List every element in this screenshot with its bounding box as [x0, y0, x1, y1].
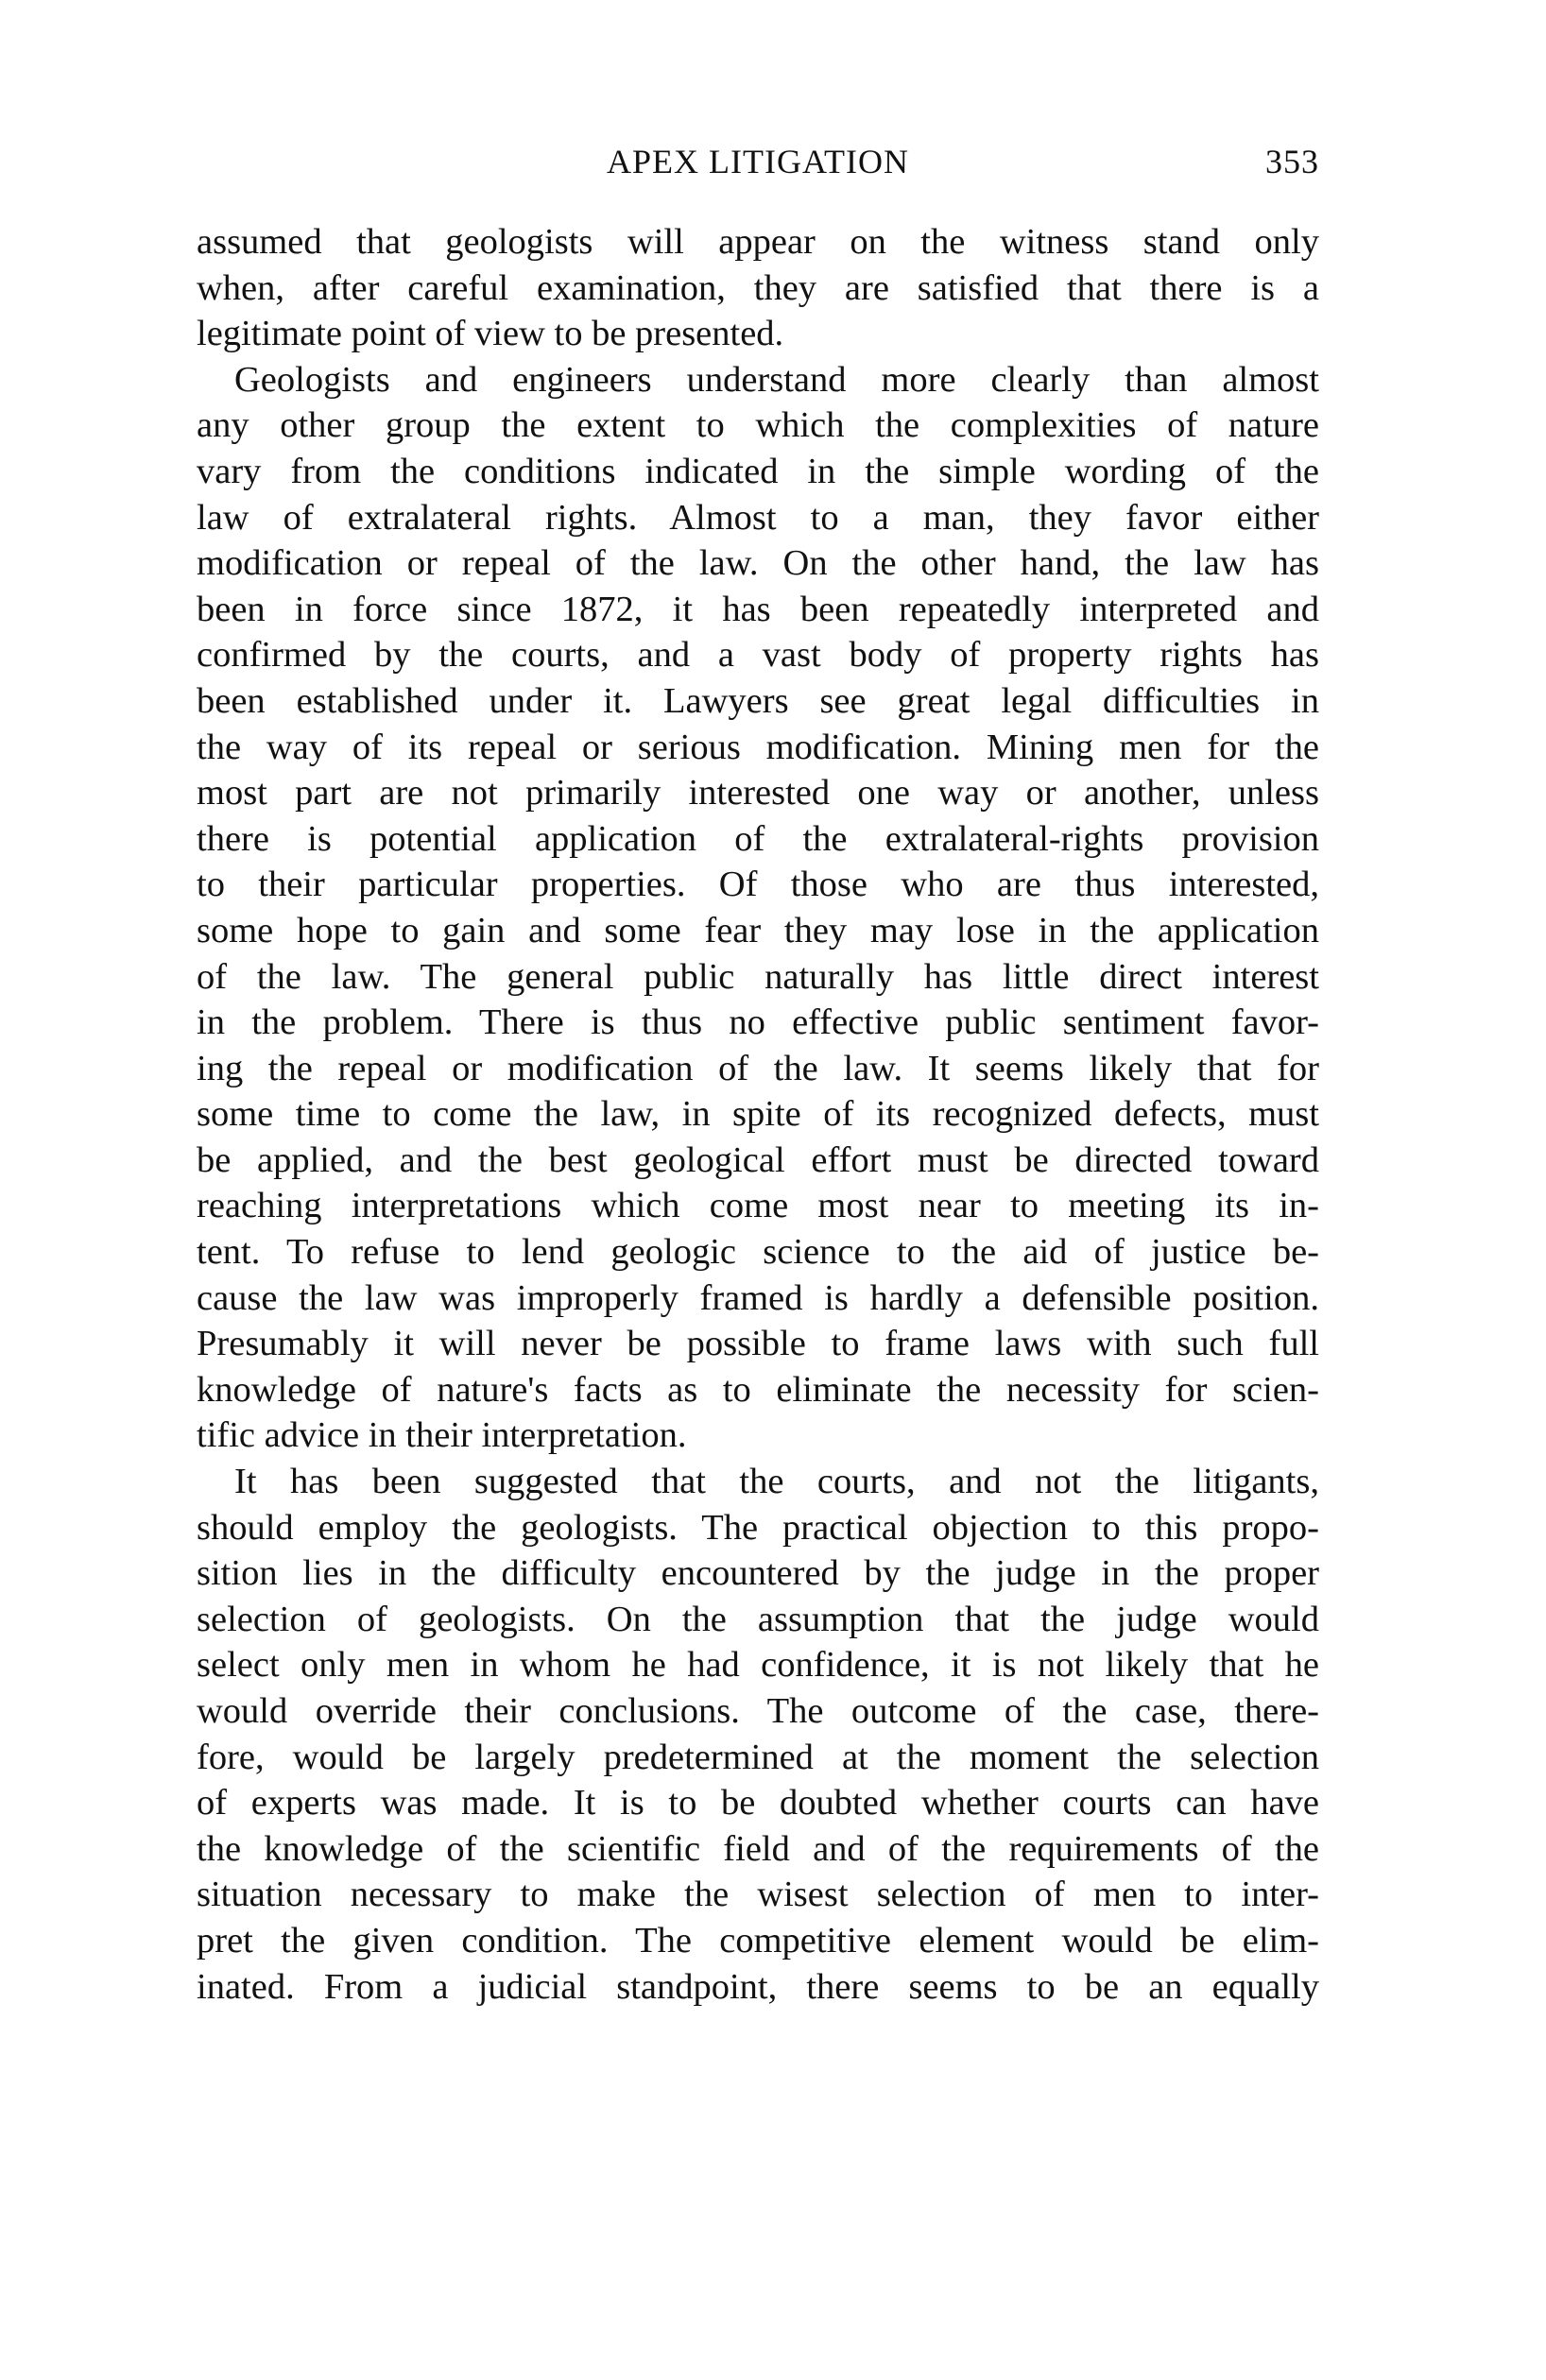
text-line: assumed that geologists will appear on the witness stand only [197, 222, 1319, 262]
text-line: in the problem. There is thus no effective public sentiment favor- [197, 1002, 1319, 1043]
text-line: select only men in whom he had confidence, it is not likely that he [197, 1645, 1319, 1686]
text-line: any other group the extent to which the complexities of nature [197, 405, 1319, 446]
text-line: cause the law was improperly framed is hardly a defensible position. [197, 1277, 1319, 1318]
text-line: confirmed by the courts, and a vast body of property rights has [197, 635, 1319, 676]
paragraph-start-line: Geologists and engineers understand more clearly than almost [234, 359, 1319, 400]
text-line: been in force since 1872, it has been repeatedly interpreted and [197, 589, 1319, 629]
text-line: modification or repeal of the law. On the other hand, the law has [197, 543, 1319, 584]
text-line: tent. To refuse to lend geologic science to the aid of justice be- [197, 1232, 1319, 1273]
running-title: APEX LITIGATION [607, 143, 909, 180]
body-text [197, 219, 1319, 2010]
text-line: situation necessary to make the wisest selection of men to inter- [197, 1875, 1319, 1915]
text-line: been established under it. Lawyers see great legal difficulties in [197, 680, 1319, 721]
text-line: sition lies in the difficulty encountered by the judge in the proper [197, 1553, 1319, 1594]
text-line: vary from the conditions indicated in the simple wording of the [197, 451, 1319, 491]
text-line: the way of its repeal or serious modification. Mining men for the [197, 727, 1319, 767]
text-line: should employ the geologists. The practical objection to this propo- [197, 1507, 1319, 1548]
text-line: Presumably it will never be possible to frame laws with such full [197, 1324, 1319, 1364]
text-line: reaching interpretations which come most near to meeting its in- [197, 1186, 1319, 1226]
text-line: selection of geologists. On the assumption that the judge would [197, 1599, 1319, 1639]
text-line: law of extralateral rights. Almost to a man, they favor either [197, 497, 1319, 538]
text-line: some time to come the law, in spite of its recognized defects, must [197, 1094, 1319, 1135]
text-line: fore, would be largely predetermined at the moment the selection [197, 1737, 1319, 1777]
text-line: to their particular properties. Of those who are thus interested, [197, 865, 1319, 905]
text-line: of experts was made. It is to be doubted whether courts can have [197, 1783, 1319, 1824]
text-line: inated. From a judicial standpoint, there seems to be an equally [197, 1966, 1319, 2007]
page-number: 353 [1265, 143, 1319, 180]
text-line: when, after careful examination, they are satisfied that there is a [197, 267, 1319, 308]
text-line: would override their conclusions. The outcome of the case, there- [197, 1691, 1319, 1731]
text-line: the knowledge of the scientific field and of the requirements of the [197, 1828, 1319, 1869]
text-line: ing the repeal or modification of the law. It seems likely that for [197, 1048, 1319, 1088]
text-line: pret the given condition. The competitive element would be elim- [197, 1920, 1319, 1961]
running-head [197, 142, 1319, 189]
text-line: of the law. The general public naturally has little direct interest [197, 956, 1319, 997]
text-line: be applied, and the best geological effort must be directed toward [197, 1139, 1319, 1180]
text-line: tific advice in their interpretation. [197, 1415, 687, 1456]
text-line: there is potential application of the extralateral-rights provision [197, 818, 1319, 859]
text-line: legitimate point of view to be presented. [197, 314, 784, 354]
text-line: some hope to gain and some fear they may lose in the application [197, 910, 1319, 950]
text-line: most part are not primarily interested one way or another, unless [197, 773, 1319, 813]
text-line: knowledge of nature's facts as to eliminate the necessity for scien- [197, 1369, 1319, 1410]
paragraph-start-line: It has been suggested that the courts, and not the litigants, [234, 1462, 1319, 1502]
